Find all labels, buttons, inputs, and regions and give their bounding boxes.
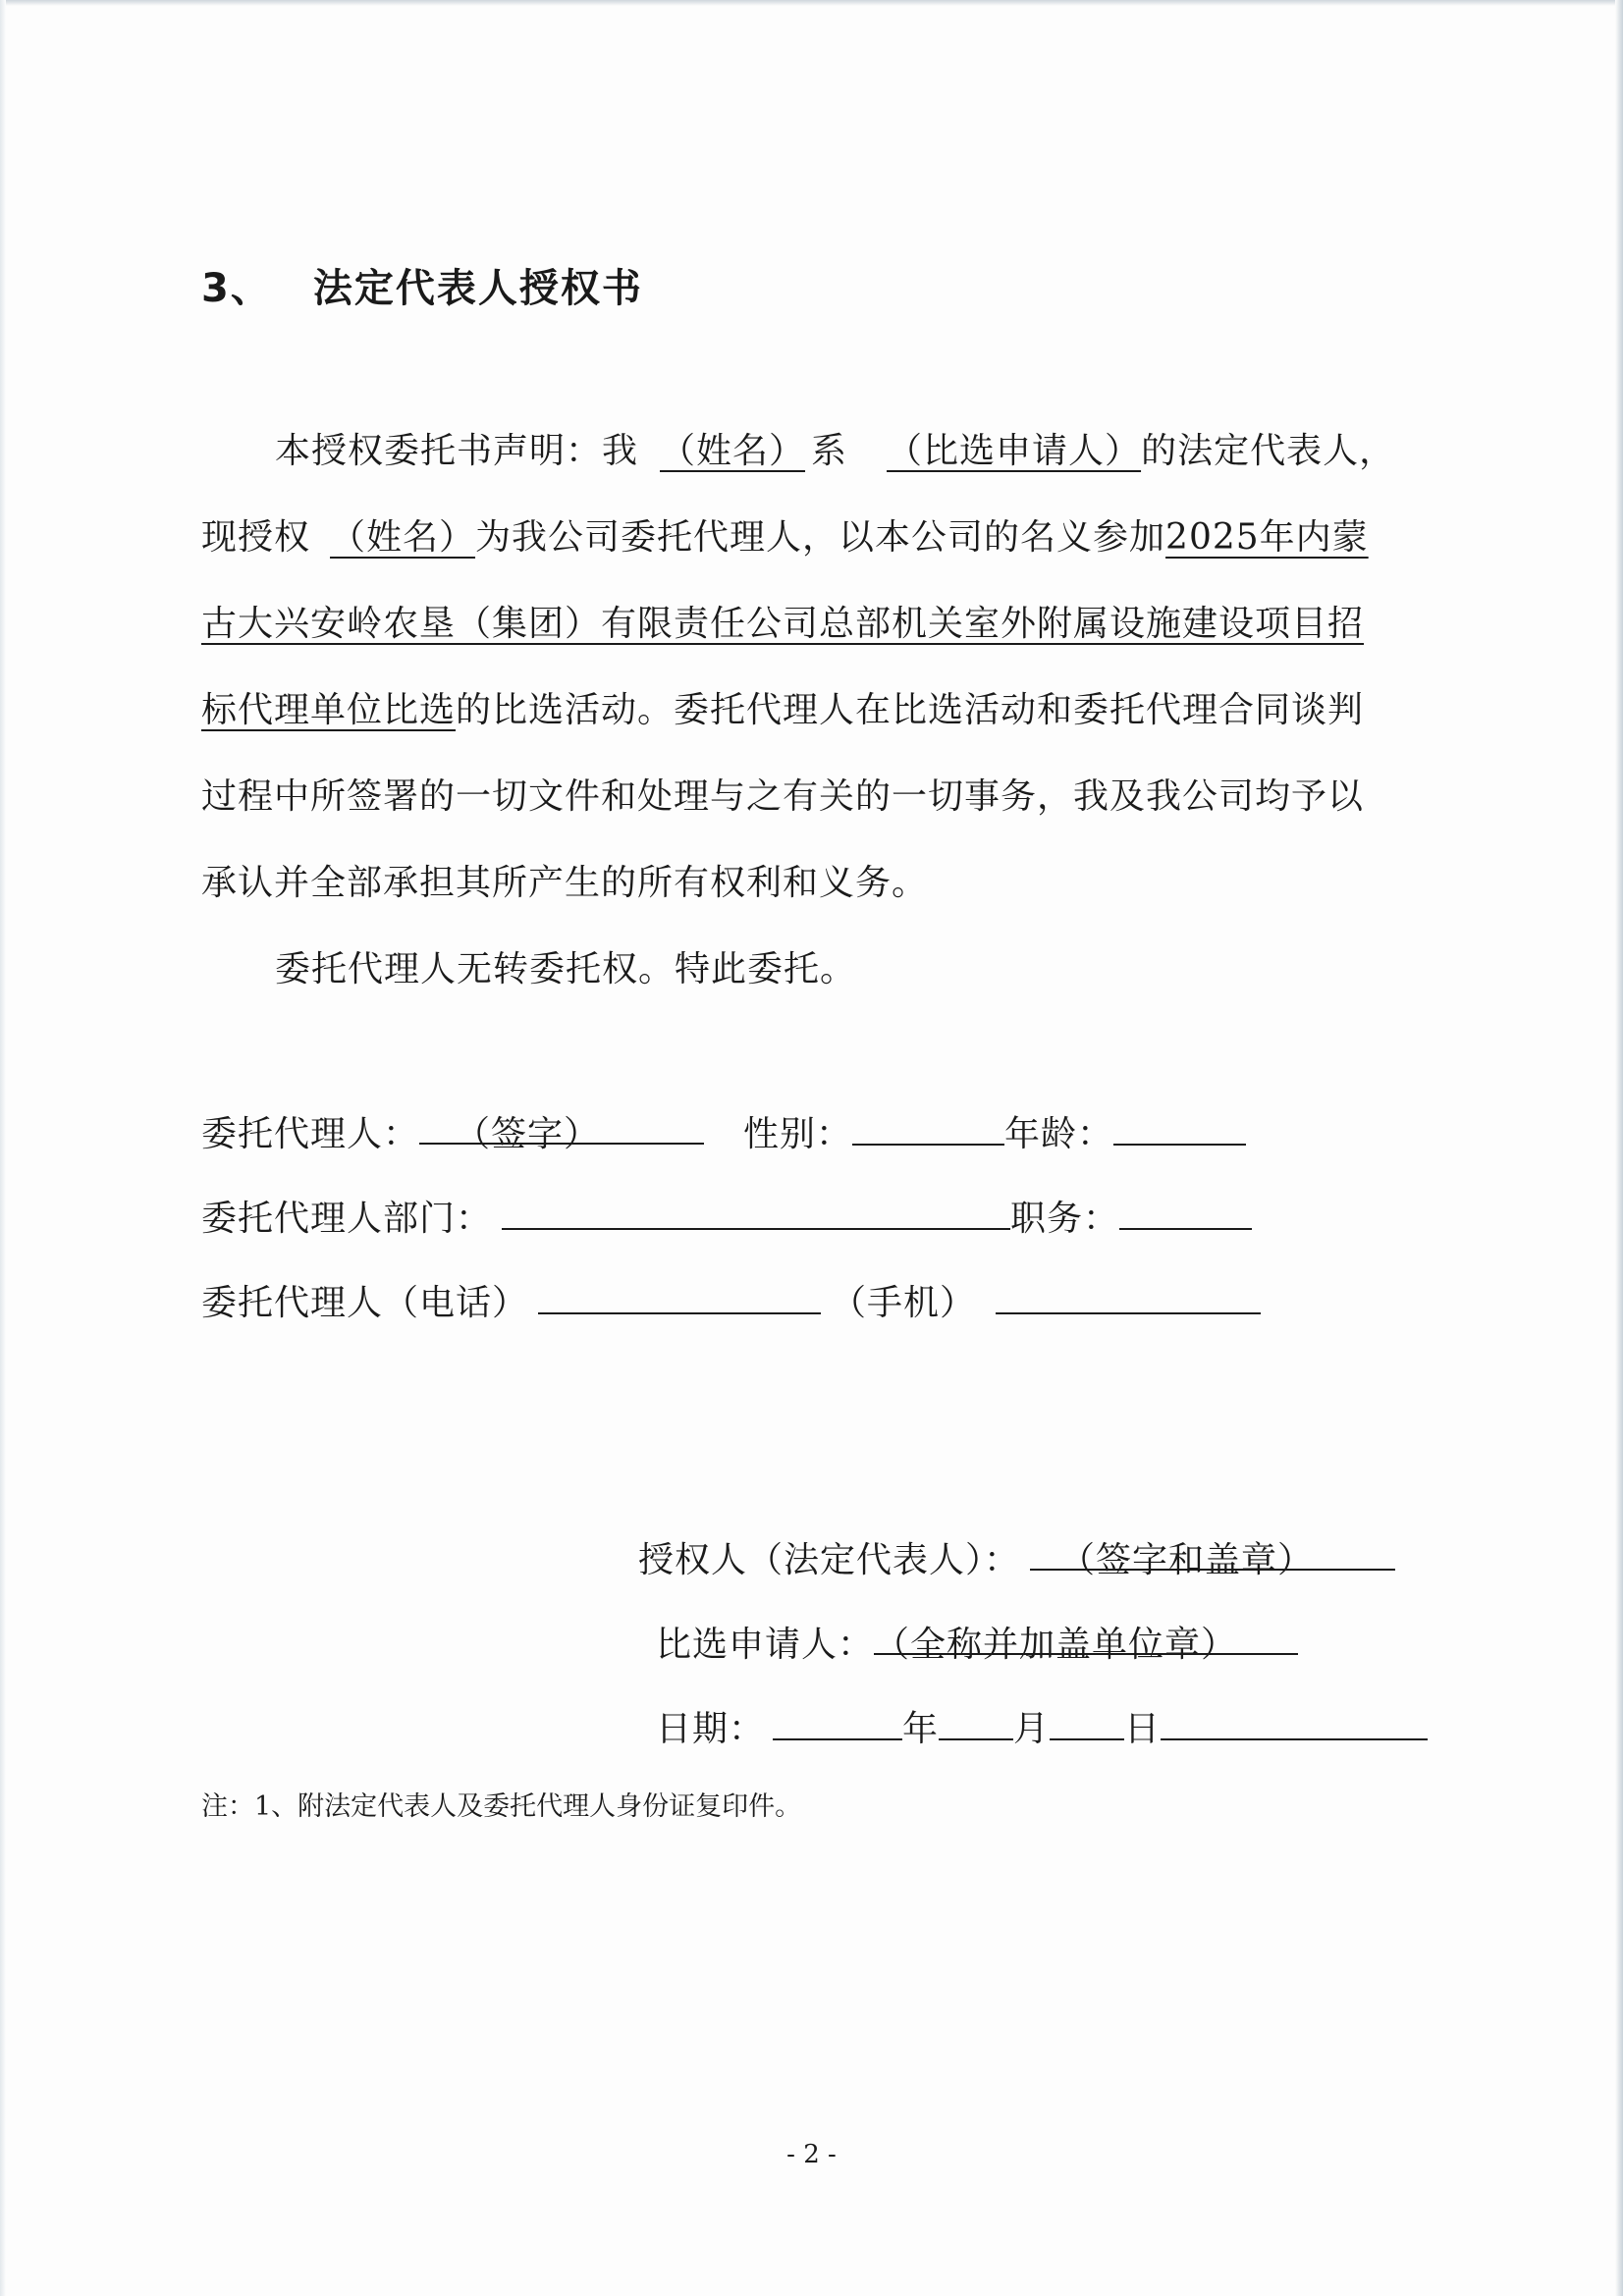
authorize-prefix: 现授权 [201,517,311,558]
date-label: 日期： [656,1709,766,1749]
section-title: 法定代表人授权书 [312,266,643,311]
phone-field [538,1275,821,1314]
date-row [656,1700,1428,1759]
gender-field [852,1106,1004,1146]
phone-row [201,1274,1261,1333]
age-label: 年龄： [1004,1114,1114,1154]
statement-line-6: 承认并全部承担其所产生的所有权利和义务。 [201,863,929,903]
section-number: 3、 [201,266,272,311]
agent-row [201,1105,1246,1164]
position-field [1119,1191,1252,1230]
agent-sign-hint: （签字） [455,1114,601,1154]
project-name-part-3: 标代理单位比选 [201,690,457,730]
gender-label: 性别： [743,1114,853,1154]
age-field [1113,1106,1246,1146]
statement-line-4 [201,667,1436,754]
section-heading [201,257,643,313]
project-name-part-1: 2025年内蒙 [1165,517,1369,558]
statement-line-4-rest: 的比选活动。委托代理人在比选活动和委托代理合同谈判 [456,690,1365,730]
scan-edge-right [1615,0,1623,2296]
statement-suffix: 的法定代表人， [1141,431,1396,471]
grantor-row [638,1531,1395,1590]
month-label: 月 [1013,1709,1051,1749]
applicant-blank: （比选申请人） [887,431,1142,471]
statement-prefix: 本授权委托书声明：我 [275,431,639,471]
position-label: 职务： [1010,1199,1120,1239]
dept-field [502,1191,1010,1230]
grantor-label: 授权人（法定代表人）： [638,1540,1021,1580]
grantor-sign-hint: （签字和盖章） [1059,1540,1315,1580]
date-tail-field [1161,1701,1428,1740]
statement-line-3 [201,581,1436,667]
agent-sign-field [419,1105,704,1154]
agent-name-blank: （姓名） [330,517,476,558]
year-field [773,1701,902,1740]
footnote: 注：1、附法定代表人及委托代理人身份证复印件。 [201,1791,802,1822]
scan-edge-left [0,0,6,2296]
dept-row [201,1190,1252,1249]
applicant-seal-field [874,1616,1298,1665]
month-field [939,1701,1013,1740]
applicant-seal-hint: （全称并加盖单位章） [874,1625,1238,1665]
year-label: 年 [902,1709,940,1749]
agent-label: 委托代理人： [201,1114,420,1154]
statement-line-1 [201,408,1436,495]
grantor-name-blank: （姓名） [660,431,806,471]
applicant-row [656,1616,1298,1675]
project-name-part-2: 古大兴安岭农垦（集团）有限责任公司总部机关室外附属设施建设项目招 [201,604,1365,644]
mobile-field [996,1275,1261,1314]
page-number: - 2 - [786,2140,837,2169]
statement-line-2 [201,495,1436,581]
mobile-label: （手机） [831,1283,977,1323]
applicant-label: 比选申请人： [656,1625,875,1665]
statement-line-5: 过程中所签署的一切文件和处理与之有关的一切事务，我及我公司均予以 [201,776,1365,817]
grantor-sign-field [1030,1531,1395,1580]
xi-text: 系 [811,431,848,471]
dept-label: 委托代理人部门： [201,1199,493,1239]
authorize-middle: 为我公司委托代理人，以本公司的名义参加 [475,517,1166,558]
scan-edge-top [0,0,1623,6]
day-label: 日 [1124,1709,1162,1749]
no-subdelegation-line: 委托代理人无转委托权。特此委托。 [275,949,857,989]
phone-label: 委托代理人（电话） [201,1283,529,1323]
day-field [1050,1701,1124,1740]
